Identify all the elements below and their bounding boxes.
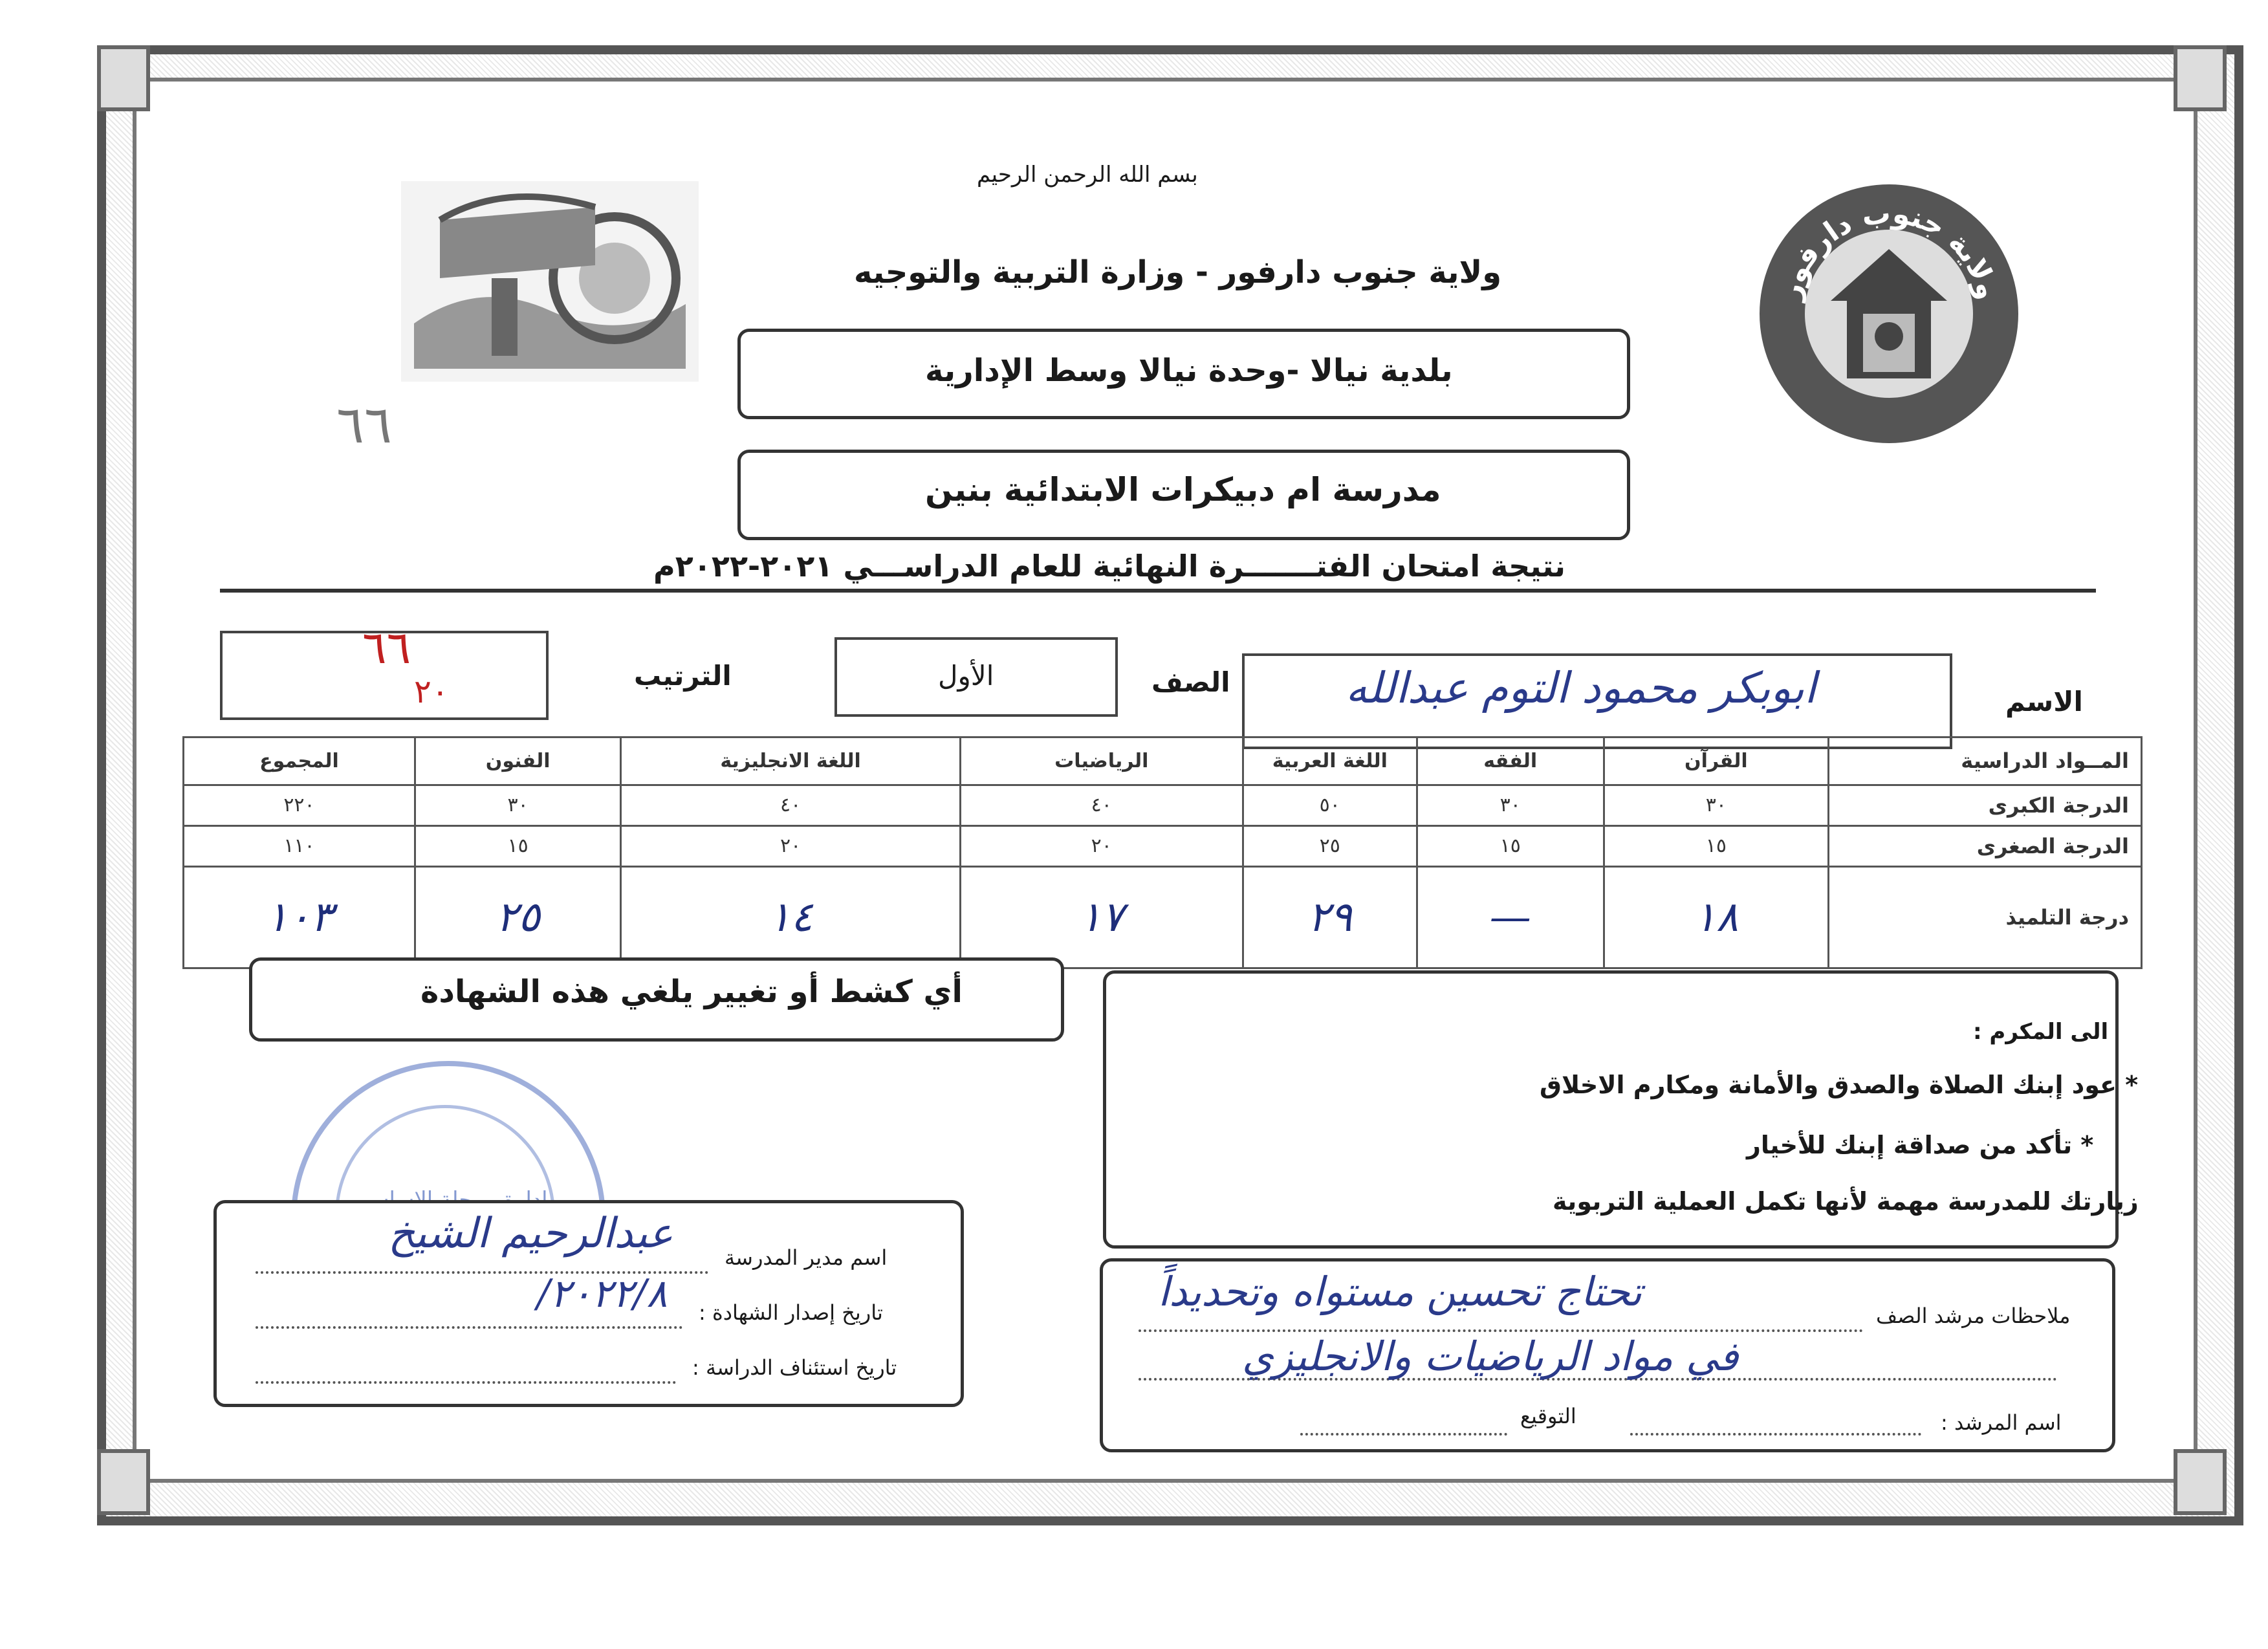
ministry-logo bbox=[401, 181, 699, 382]
max-grade: ٣٠ bbox=[1604, 785, 1829, 825]
corner-ornament bbox=[97, 1449, 150, 1515]
parent-note-line: * عود إبنك الصلاة والصدق والأمانة ومكارم الاخلاق bbox=[1540, 1071, 2139, 1099]
parent-note-heading: الى المكرم : bbox=[1973, 1019, 2109, 1045]
min-grade: ١٥ bbox=[1417, 825, 1604, 866]
state-logo-text: ولاية جنوب دارفور bbox=[1773, 196, 2005, 303]
student-score: ١٠٣ bbox=[184, 866, 415, 968]
grades-table bbox=[182, 736, 2143, 969]
corner-ornament bbox=[2174, 45, 2227, 111]
svg-text:ولاية جنوب دارفور bbox=[1773, 197, 2004, 304]
min-grade: ١٥ bbox=[415, 825, 620, 866]
student-score: ٢٥ bbox=[415, 866, 620, 968]
subject-name: القرآن bbox=[1604, 737, 1829, 785]
table-row bbox=[184, 866, 2142, 968]
class-value: الأول bbox=[938, 660, 994, 692]
max-grade: ٤٠ bbox=[621, 785, 961, 825]
parent-note-line: زيارتك للمدرسة مهمة لأنها تكمل العملية التربوية bbox=[1553, 1187, 2139, 1216]
rank-mark: ٢٠ bbox=[414, 673, 449, 710]
subject-name: اللغة الانجليزية bbox=[621, 737, 961, 785]
min-grade: ٢٠ bbox=[621, 825, 961, 866]
subject-name: اللغة العربية bbox=[1243, 737, 1417, 785]
principal-name-label: اسم مدير المدرسة bbox=[725, 1245, 888, 1270]
signature-label: التوقيع bbox=[1520, 1404, 1576, 1428]
subject-header: المــواد الدراسية bbox=[1829, 737, 2142, 785]
warning-text: أي كشط أو تغيير يلغي هذه الشهادة bbox=[420, 974, 963, 1010]
class-label: الصف bbox=[1151, 666, 1230, 698]
school-name: مدرسة ام دبيكرات الابتدائية بنين bbox=[925, 471, 1441, 508]
parent-note-line: * تأكد من صداقة إبنك للأخيار bbox=[1747, 1131, 2094, 1159]
student-score: ١٧ bbox=[960, 866, 1243, 968]
table-row bbox=[184, 785, 2142, 825]
state-logo bbox=[1760, 184, 2018, 443]
student-score: ٢٩ bbox=[1243, 866, 1417, 968]
corner-ornament bbox=[97, 45, 150, 111]
advisor-note: تحتاج تحسين مستواه وتحديداً bbox=[1158, 1268, 1642, 1315]
advisor-note: في مواد الرياضيات والانجليزي bbox=[1242, 1333, 1739, 1380]
min-grade: ٢٠ bbox=[960, 825, 1243, 866]
max-grade: ٢٢٠ bbox=[184, 785, 415, 825]
municipality-title: بلدية نيالا -وحدة نيالا وسط الإدارية bbox=[925, 353, 1453, 389]
advisor-notes-label: ملاحظات مرشد الصف bbox=[1876, 1304, 2071, 1328]
row-label: الدرجة الصغرى bbox=[1829, 825, 2142, 866]
min-grade: ١١٠ bbox=[184, 825, 415, 866]
resume-date-label: تاريخ استئناف الدراسة : bbox=[692, 1355, 897, 1380]
ministry-title: ولاية جنوب دارفور - وزارة التربية والتوجيه bbox=[854, 254, 1502, 290]
student-name: ابوبكر محمود التوم عبدالله bbox=[1346, 663, 1816, 713]
name-label: الاسم bbox=[2005, 686, 2083, 717]
subject-name: الرياضيات bbox=[960, 737, 1243, 785]
subject-name: المجموع bbox=[184, 737, 415, 785]
student-score: — bbox=[1417, 866, 1604, 968]
student-score: ١٨ bbox=[1604, 866, 1829, 968]
rank-label: الترتيب bbox=[634, 660, 732, 692]
advisor-name-label: اسم المرشد : bbox=[1941, 1410, 2062, 1435]
issue-date-label: تاريخ إصدار الشهادة : bbox=[699, 1300, 883, 1325]
row-label: درجة التلميذ bbox=[1829, 866, 2142, 968]
min-grade: ٢٥ bbox=[1243, 825, 1417, 866]
row-label: الدرجة الكبرى bbox=[1829, 785, 2142, 825]
subject-name: الفقه bbox=[1417, 737, 1604, 785]
max-grade: ٣٠ bbox=[1417, 785, 1604, 825]
issue-date: ٢٠٢٢/٨/ bbox=[537, 1271, 668, 1316]
student-score: ١٤ bbox=[621, 866, 961, 968]
rank-value: ٦٦ bbox=[362, 621, 411, 674]
max-grade: ٥٠ bbox=[1243, 785, 1417, 825]
principal-name: عبدالرحيم الشيخ bbox=[388, 1210, 673, 1258]
margin-note: ٦٦ bbox=[336, 395, 392, 455]
table-row bbox=[184, 825, 2142, 866]
max-grade: ٣٠ bbox=[415, 785, 620, 825]
corner-ornament bbox=[2174, 1449, 2227, 1515]
basmala: بسم الله الرحمن الرحيم bbox=[977, 162, 1198, 188]
min-grade: ١٥ bbox=[1604, 825, 1829, 866]
max-grade: ٤٠ bbox=[960, 785, 1243, 825]
table-row bbox=[184, 737, 2142, 785]
exam-title: نتيجة امتحان الفتـــــــرة النهائية للعام الدراســـي ٢٠٢١-٢٠٢٢م bbox=[653, 549, 1566, 584]
title-underline bbox=[220, 589, 2096, 593]
subject-name: الفنون bbox=[415, 737, 620, 785]
